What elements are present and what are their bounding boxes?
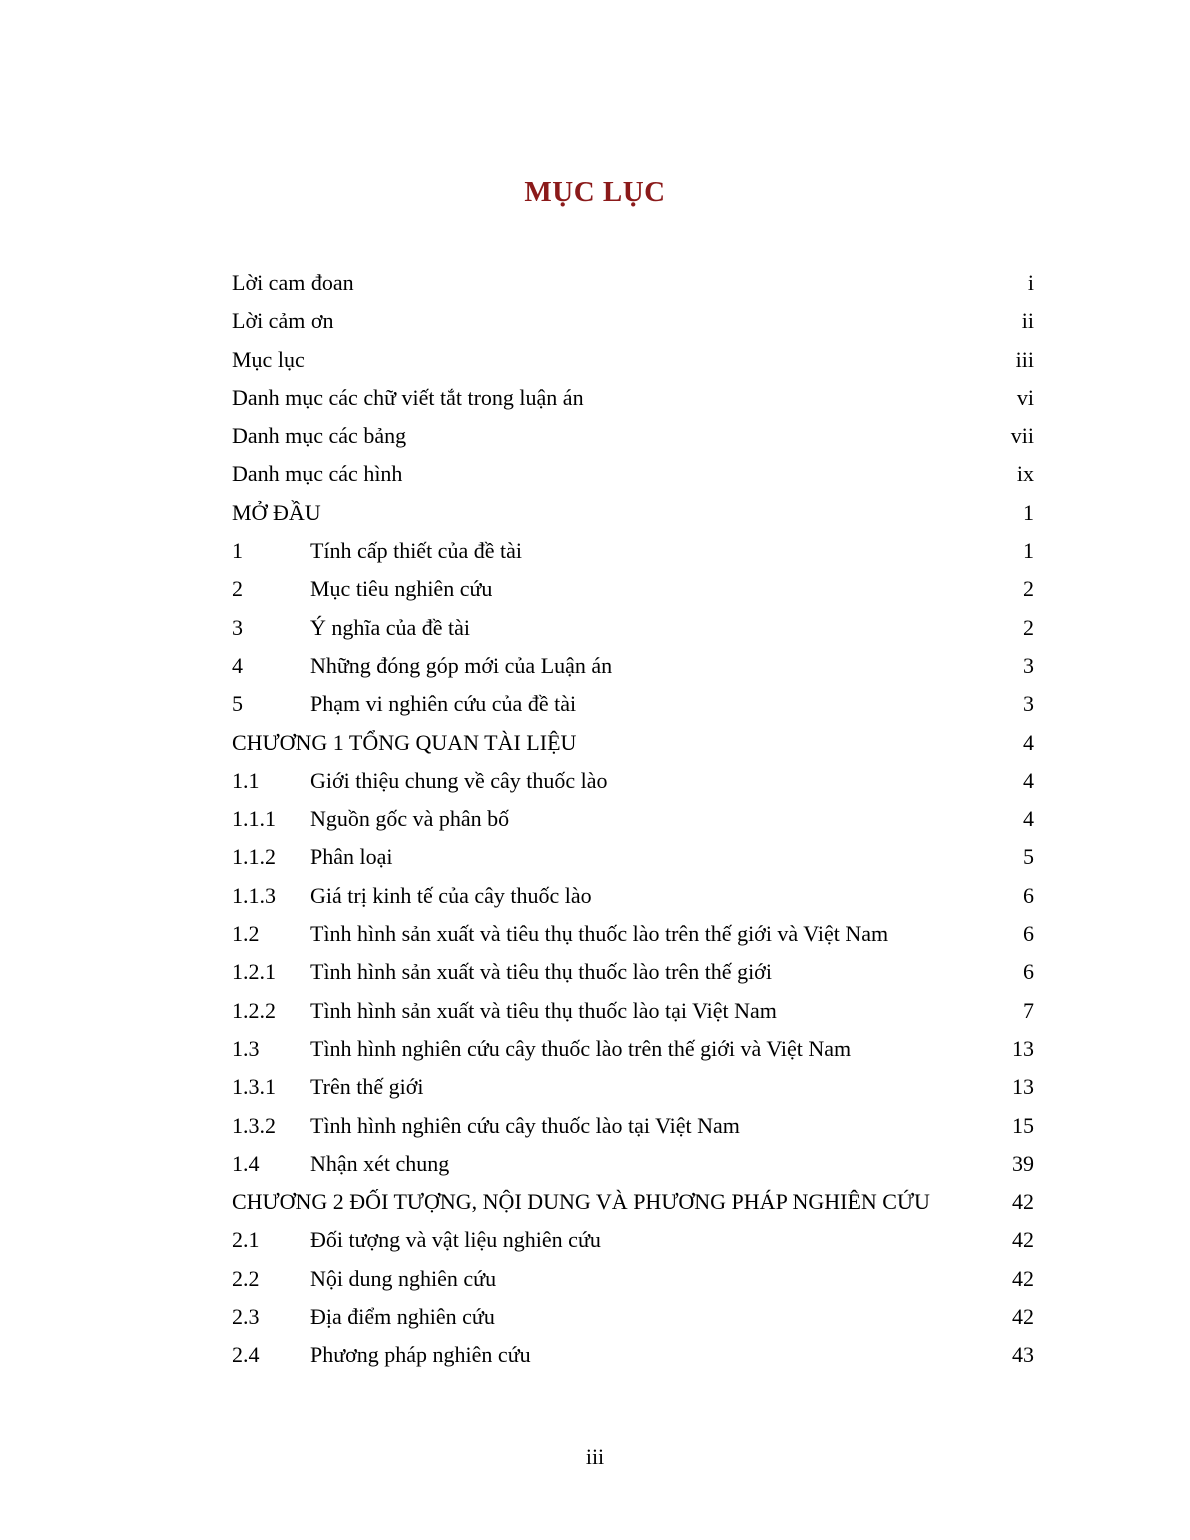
toc-entry-title: Tình hình sản xuất và tiêu thụ thuốc lào tại Việt Nam <box>310 997 777 1023</box>
toc-entry[interactable] <box>232 1068 1034 1106</box>
toc-entry-page: 4 <box>1023 729 1034 755</box>
toc-entry-number: 2.2 <box>232 1265 260 1291</box>
toc-entry-number: 2.3 <box>232 1304 260 1330</box>
toc-entry-title: Danh mục các chữ viết tắt trong luận án <box>232 384 584 410</box>
toc-entry-number: 1.1.2 <box>232 844 276 870</box>
toc-entry-number: 3 <box>232 614 243 640</box>
toc-entry-title: Phân loại <box>310 844 393 870</box>
toc-entry-title: Nguồn gốc và phân bố <box>310 806 510 832</box>
toc-entry-page: 7 <box>1023 997 1034 1023</box>
toc-entry-title: Nhận xét chung <box>310 1150 450 1176</box>
toc-entry[interactable] <box>232 1107 1034 1145</box>
toc-entry[interactable] <box>232 838 1034 876</box>
toc-entry[interactable] <box>232 609 1034 647</box>
toc-entry-page: 1 <box>1023 538 1034 564</box>
toc-entry-page: 5 <box>1023 844 1034 870</box>
toc-entry-page: ii <box>1021 308 1034 334</box>
toc-entry[interactable] <box>232 1145 1034 1183</box>
toc-entry[interactable] <box>232 1260 1034 1298</box>
toc-entry-page: 42 <box>1012 1227 1034 1253</box>
toc-entry[interactable] <box>232 1298 1034 1336</box>
toc-entry-number: 1.4 <box>232 1150 260 1176</box>
toc-entry-page: 43 <box>1012 1342 1034 1368</box>
toc-entry-number: 2 <box>232 576 243 602</box>
toc-entry-number: 1.3 <box>232 1035 260 1061</box>
toc-entry[interactable] <box>232 1030 1034 1068</box>
toc-entry[interactable] <box>232 417 1034 455</box>
toc-entry-title: Phạm vi nghiên cứu của đề tài <box>310 691 577 717</box>
toc-entry-page: i <box>1027 270 1034 295</box>
toc-entry[interactable] <box>232 685 1034 723</box>
toc-entry-number: 1.3.2 <box>232 1112 276 1138</box>
toc-entry-page: 3 <box>1023 691 1034 717</box>
toc-entry-number: 1.1 <box>232 767 260 793</box>
toc-entry-page: vi <box>1016 384 1034 410</box>
toc-entry-number: 1.2 <box>232 921 260 947</box>
toc-entry-title: MỞ ĐẦU <box>232 499 321 525</box>
toc-entry-title: Nội dung nghiên cứu <box>310 1265 497 1291</box>
toc-entry-page: 15 <box>1012 1112 1034 1138</box>
toc-entry-page: 4 <box>1023 767 1034 793</box>
toc-entry[interactable] <box>232 1336 1034 1374</box>
toc-entry-page: 2 <box>1023 576 1034 602</box>
page-title: MỤC LỤC <box>524 176 666 208</box>
toc-entry[interactable] <box>232 762 1034 800</box>
toc-entry-page: 2 <box>1023 614 1034 640</box>
toc-entry-number: 1.3.1 <box>232 1074 276 1100</box>
toc-entry-number: 1.2.1 <box>232 959 276 985</box>
toc-entry-title: Những đóng góp mới của Luận án <box>310 652 613 678</box>
toc-entry-page: 42 <box>1012 1189 1034 1215</box>
toc-entry-number: 1.2.2 <box>232 997 276 1023</box>
toc-entry-title: Mục lục <box>232 346 305 372</box>
toc-entry[interactable] <box>232 800 1034 838</box>
toc-entry[interactable] <box>232 264 1034 302</box>
toc-entry-title: Ý nghĩa của đề tài <box>310 614 471 640</box>
toc-entry-title: Địa điểm nghiên cứu <box>310 1304 495 1330</box>
toc-entry-page: 1 <box>1023 499 1034 525</box>
page-number: iii <box>585 1444 605 1469</box>
toc-entry-title: Tình hình sản xuất và tiêu thụ thuốc lào trên thế giới và Việt Nam <box>310 921 889 947</box>
toc-entry-page: 42 <box>1012 1304 1034 1330</box>
toc-entry-number: 2.1 <box>232 1227 260 1253</box>
toc-entry-title: Danh mục các hình <box>232 461 403 487</box>
toc-entry[interactable] <box>232 724 1034 762</box>
toc-entry[interactable] <box>232 570 1034 608</box>
toc-entry-title: Lời cảm ơn <box>232 308 334 334</box>
toc-entry-page: vii <box>1010 423 1034 449</box>
toc-entry-number: 2.4 <box>232 1342 260 1368</box>
toc-entry-number: 1.1.3 <box>232 882 276 908</box>
toc-entry-page: 6 <box>1023 959 1034 985</box>
toc-entry[interactable] <box>232 953 1034 991</box>
toc-entry-title: Phương pháp nghiên cứu <box>310 1342 531 1368</box>
toc-entry-title: Mục tiêu nghiên cứu <box>310 576 493 602</box>
toc-entry-title: Tình hình nghiên cứu cây thuốc lào trên thế giới và Việt Nam <box>310 1035 852 1061</box>
toc-entry[interactable] <box>232 455 1034 493</box>
toc-entry-number: 5 <box>232 691 243 717</box>
toc-entry-title: Lời cam đoan <box>232 270 354 295</box>
toc-entry-page: ix <box>1016 461 1034 487</box>
toc-entry[interactable] <box>232 341 1034 379</box>
toc-entry-page: iii <box>1015 346 1034 372</box>
toc-entry-title: Tình hình nghiên cứu cây thuốc lào tại Việt Nam <box>310 1112 740 1138</box>
toc-entry-title: Giá trị kinh tế của cây thuốc lào <box>310 882 592 908</box>
toc-entry-title: Tính cấp thiết của đề tài <box>310 538 522 564</box>
toc-entry-page: 39 <box>1012 1150 1034 1176</box>
toc-entry-number: 1.1.1 <box>232 806 276 832</box>
toc-entry[interactable] <box>232 379 1034 417</box>
toc-entry-title: Danh mục các bảng <box>232 423 407 449</box>
toc-entry-title: CHƯƠNG 2 ĐỐI TƯỢNG, NỘI DUNG VÀ PHƯƠNG PHÁP NGHIÊN CỨU <box>232 1189 930 1215</box>
toc-entry[interactable] <box>232 494 1034 532</box>
toc-entry-title: Giới thiệu chung về cây thuốc lào <box>310 767 608 793</box>
toc-entry-title: Đối tượng và vật liệu nghiên cứu <box>310 1227 601 1253</box>
toc-entry[interactable] <box>232 877 1034 915</box>
toc-entry-page: 3 <box>1023 652 1034 678</box>
toc-entry[interactable] <box>232 992 1034 1030</box>
toc-entry[interactable] <box>232 302 1034 340</box>
toc-entry-page: 4 <box>1023 806 1034 832</box>
toc-entry-page: 6 <box>1023 921 1034 947</box>
toc-entry[interactable] <box>232 1183 1034 1221</box>
toc-entry[interactable] <box>232 1221 1034 1259</box>
toc-entry-title: CHƯƠNG 1 TỔNG QUAN TÀI LIỆU <box>232 729 577 755</box>
toc-entry-page: 42 <box>1012 1265 1034 1291</box>
toc-entry[interactable] <box>232 915 1034 953</box>
toc-entry[interactable] <box>232 532 1034 570</box>
toc-entry-title: Tình hình sản xuất và tiêu thụ thuốc lào trên thế giới <box>310 959 772 985</box>
toc-entry-page: 6 <box>1023 882 1034 908</box>
toc-entry-page: 13 <box>1012 1035 1034 1061</box>
toc-entry-page: 13 <box>1012 1074 1034 1100</box>
toc-entry-number: 4 <box>232 652 243 678</box>
toc-entry-title: Trên thế giới <box>310 1074 424 1100</box>
toc-entry[interactable] <box>232 647 1034 685</box>
toc-entry-number: 1 <box>232 538 243 564</box>
table-of-contents <box>232 264 1034 1375</box>
